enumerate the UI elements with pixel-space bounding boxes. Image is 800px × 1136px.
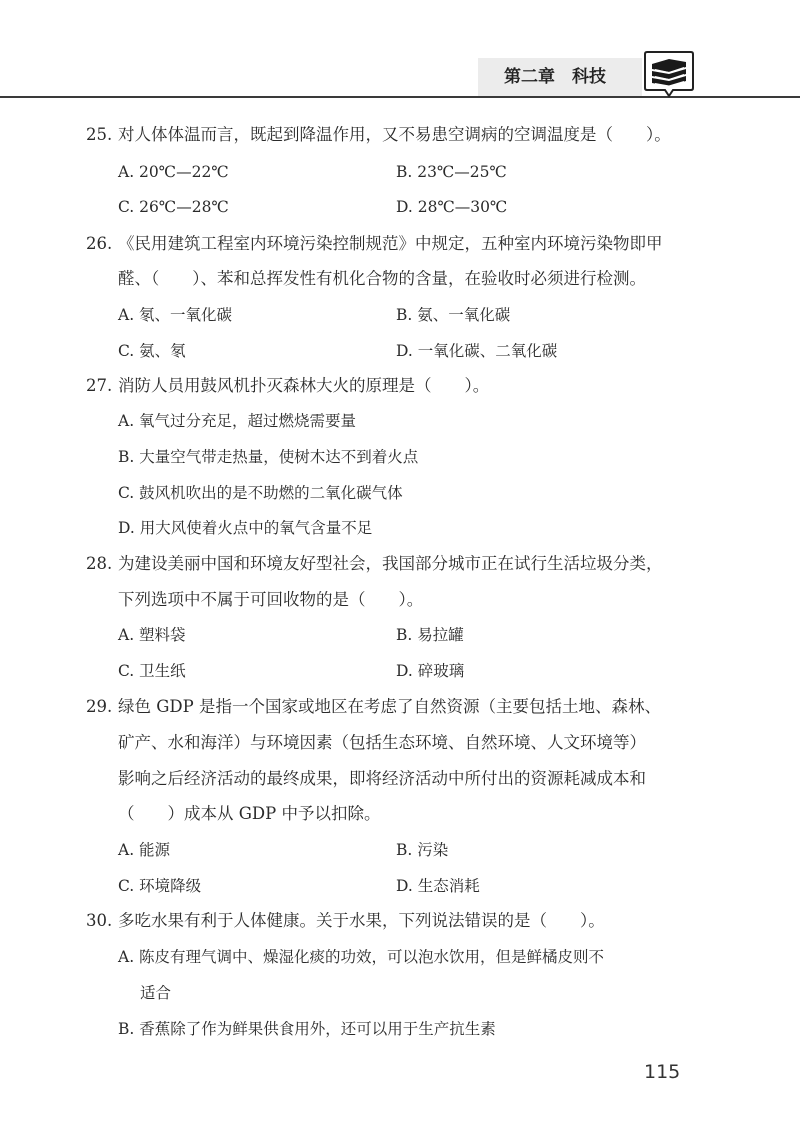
question-text-continued: 影响之后经济活动的最终成果，即将经济活动中所付出的资源耗减成本和: [118, 769, 646, 788]
question-number: 25.: [86, 125, 113, 144]
page-number: 115: [644, 1061, 681, 1083]
question-number: 29.: [86, 697, 113, 716]
question-number: 26.: [86, 234, 113, 253]
option-a: A. 塑料袋: [118, 626, 186, 644]
option-b: B. 氨、一氧化碳: [396, 306, 511, 324]
book-stack-icon: [643, 48, 695, 100]
option-a: A. 能源: [118, 841, 171, 859]
option-c: C. 氨、氡: [118, 342, 186, 360]
option-a: A. 氧气过分充足，超过燃烧需要量: [118, 412, 357, 430]
question-text: 《民用建筑工程室内环境污染控制规范》中规定，五种室内环境污染物即甲: [118, 234, 663, 253]
option-d: D. 生态消耗: [396, 877, 480, 895]
question-text-continued: 下列选项中不属于可回收物的是（ ）。: [118, 590, 424, 609]
option-b: B. 污染: [396, 841, 449, 859]
option-a: A. 氡、一氧化碳: [118, 306, 233, 324]
option-d: D. 28℃—30℃: [396, 198, 508, 216]
question-text: 绿色 GDP 是指一个国家或地区在考虑了自然资源（主要包括土地、森林、: [118, 697, 662, 716]
question-text: 对人体体温而言，既起到降温作用，又不易患空调病的空调温度是（ ）。: [118, 125, 671, 144]
option-b: B. 香蕉除了作为鲜果供食用外，还可以用于生产抗生素: [118, 1020, 496, 1038]
question-text-continued: （ ）成本从 GDP 中予以扣除。: [118, 804, 381, 823]
question-number: 27.: [86, 376, 113, 395]
option-a: A. 20℃—22℃: [118, 163, 229, 181]
option-c: C. 卫生纸: [118, 662, 186, 680]
option-c: C. 26℃—28℃: [118, 198, 229, 216]
option-d: D. 碎玻璃: [396, 662, 465, 680]
option-a: A. 陈皮有理气调中、燥湿化痰的功效，可以泡水饮用，但是鲜橘皮则不: [118, 948, 605, 966]
option-a-continued: 适合: [140, 984, 172, 1002]
option-c: C. 环境降级: [118, 877, 202, 895]
chapter-title: 第二章 科技: [504, 67, 606, 87]
option-b: B. 大量空气带走热量，使树木达不到着火点: [118, 448, 419, 466]
question-text: 为建设美丽中国和环境友好型社会，我国部分城市正在试行生活垃圾分类，: [118, 554, 663, 573]
question-number: 30.: [86, 911, 113, 930]
question-number: 28.: [86, 554, 113, 573]
question-text-continued: 醛、（ ）、苯和总挥发性有机化合物的含量，在验收时必须进行检测。: [118, 269, 646, 288]
option-d: D. 用大风使着火点中的氧气含量不足: [118, 519, 373, 537]
question-text: 消防人员用鼓风机扑灭森林大火的原理是（ ）。: [118, 376, 490, 395]
question-text-continued: 矿产、水和海洋）与环境因素（包括生态环境、自然环境、人文环境等）: [118, 733, 646, 752]
option-d: D. 一氧化碳、二氧化碳: [396, 342, 558, 360]
option-b: B. 易拉罐: [396, 626, 464, 644]
option-c: C. 鼓风机吹出的是不助燃的二氧化碳气体: [118, 484, 403, 502]
question-text: 多吃水果有利于人体健康。关于水果，下列说法错误的是（ ）。: [118, 911, 605, 930]
option-b: B. 23℃—25℃: [396, 163, 507, 181]
